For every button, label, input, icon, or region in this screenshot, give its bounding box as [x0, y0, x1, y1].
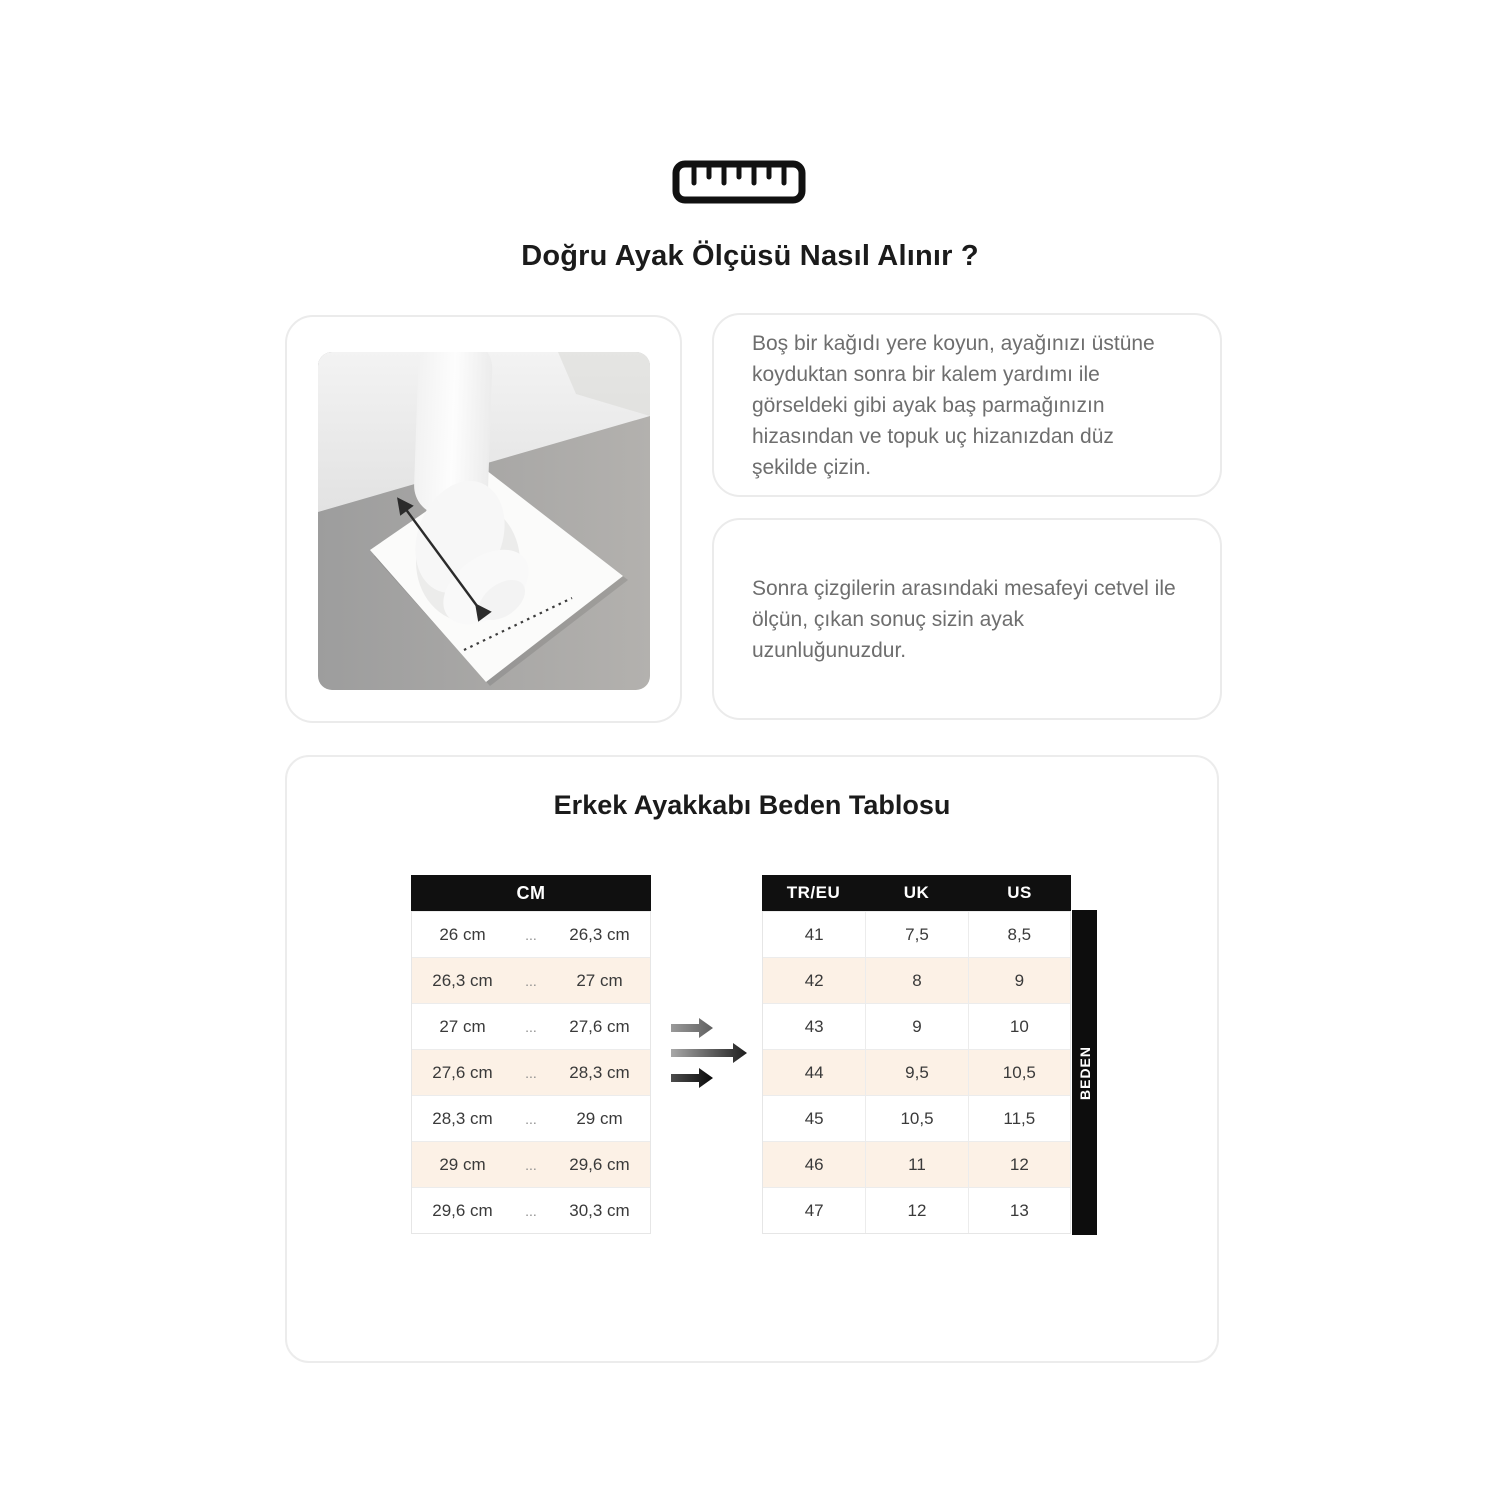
size-uk: 11	[865, 1142, 967, 1187]
table-row	[412, 1049, 650, 1095]
instruction-step2-card	[712, 518, 1222, 720]
table-row	[763, 911, 1070, 957]
table-row	[412, 911, 650, 957]
size-us: 8,5	[968, 912, 1070, 957]
cm-from: 29,6 cm	[432, 1200, 493, 1220]
size-tr-eu: 46	[804, 1154, 824, 1174]
table-row	[763, 1003, 1070, 1049]
arrows-right-icon	[663, 1005, 755, 1097]
cm-from: 28,3 cm	[432, 1108, 493, 1128]
instruction-step2-text: Sonra çizgilerin arasındaki mesafeyi cetvel ile ölçün, çıkan sonuç sizin ayak uzunluğunuzdur.	[752, 576, 1176, 662]
size-uk: 9,5	[865, 1050, 967, 1095]
table-row	[412, 1187, 650, 1233]
size-tr-eu: 44	[804, 1062, 824, 1082]
size-uk: 9	[865, 1004, 967, 1049]
cm-to: 27 cm	[576, 970, 623, 990]
size-us: 12	[968, 1142, 1070, 1187]
size-tr-eu: 43	[804, 1016, 824, 1036]
cm-from: 26 cm	[439, 924, 486, 944]
cm-to: 27,6 cm	[569, 1016, 630, 1036]
cm-table-header: CM	[411, 875, 651, 911]
header-us: US	[1007, 883, 1032, 902]
table-row	[412, 1003, 650, 1049]
page-title: Doğru Ayak Ölçüsü Nasıl Alınır ?	[521, 240, 979, 272]
beden-side-label	[1072, 910, 1097, 1235]
size-tr-eu: 47	[804, 1200, 824, 1220]
cm-to: 30,3 cm	[569, 1200, 630, 1220]
table-row	[763, 1095, 1070, 1141]
cm-from: 27,6 cm	[432, 1062, 493, 1082]
foot-measurement-photo	[318, 352, 650, 690]
size-uk: 7,5	[865, 912, 967, 957]
cm-to: 26,3 cm	[569, 924, 630, 944]
size-us: 9	[968, 958, 1070, 1003]
table-row	[412, 1141, 650, 1187]
table-row	[412, 1095, 650, 1141]
size-tr-eu: 42	[804, 970, 824, 990]
table-row	[763, 957, 1070, 1003]
cm-from: 26,3 cm	[432, 970, 493, 990]
size-tr-eu: 41	[804, 924, 824, 944]
international-size-table	[762, 875, 1071, 1234]
cm-to: 29 cm	[576, 1108, 623, 1128]
range-dots: ...	[525, 1018, 537, 1035]
size-uk: 12	[865, 1188, 967, 1233]
size-us: 11,5	[968, 1096, 1070, 1141]
range-dots: ...	[525, 1156, 537, 1173]
ruler-icon	[672, 160, 806, 204]
size-us: 13	[968, 1188, 1070, 1233]
range-dots: ...	[525, 1202, 537, 1219]
cm-range-table	[411, 875, 651, 1234]
size-us: 10	[968, 1004, 1070, 1049]
cm-from: 29 cm	[439, 1154, 486, 1174]
header-uk: UK	[903, 883, 930, 902]
range-dots: ...	[525, 926, 537, 943]
size-us: 10,5	[968, 1050, 1070, 1095]
table-row	[763, 1141, 1070, 1187]
range-dots: ...	[525, 1064, 537, 1081]
instruction-step1-card	[712, 313, 1222, 497]
table-row	[763, 1049, 1070, 1095]
cm-from: 27 cm	[439, 1016, 486, 1036]
instruction-step1-text: Boş bir kağıdı yere koyun, ayağınızı üstüne koyduktan sonra bir kalem yardımı ile görseldeki gibi ayak baş parmağınızın hizasından ve topuk uç hizanızdan düz şekilde çizin.	[752, 331, 1155, 479]
cm-to: 29,6 cm	[569, 1154, 630, 1174]
size-table-header-row	[762, 875, 1071, 911]
cm-to: 28,3 cm	[569, 1062, 630, 1082]
size-tr-eu: 45	[804, 1108, 824, 1128]
table-row	[763, 1187, 1070, 1233]
beden-label-text: BEDEN	[1076, 1045, 1093, 1100]
range-dots: ...	[525, 1110, 537, 1127]
table-row	[412, 957, 650, 1003]
range-dots: ...	[525, 972, 537, 989]
measurement-photo-card	[285, 315, 682, 723]
size-uk: 8	[865, 958, 967, 1003]
size-uk: 10,5	[865, 1096, 967, 1141]
header-tr-eu: TR/EU	[786, 883, 841, 902]
size-table-title: Erkek Ayakkabı Beden Tablosu	[553, 790, 951, 820]
